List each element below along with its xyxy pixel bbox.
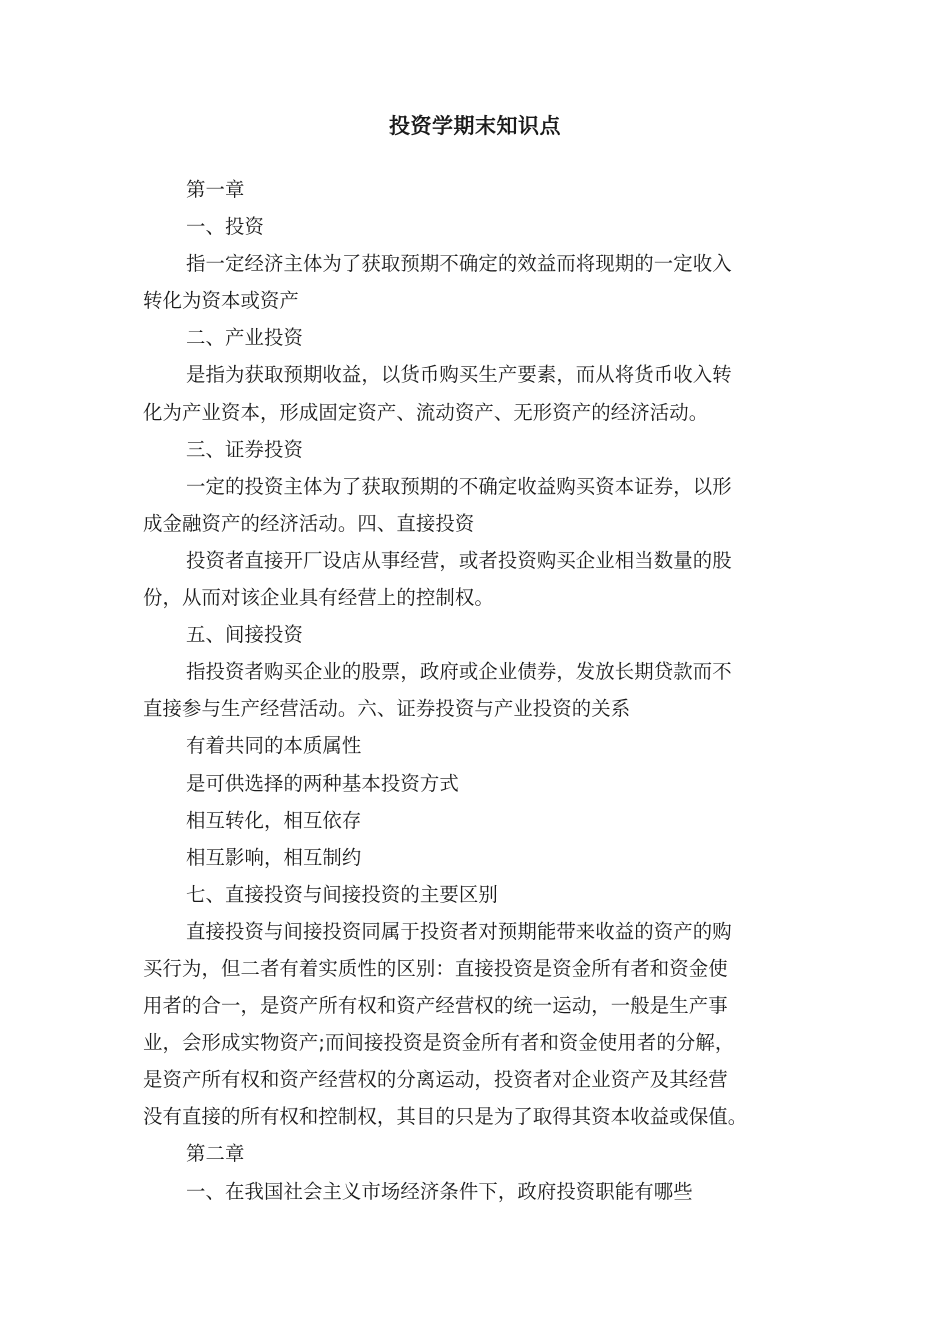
text-line: 一定的投资主体为了获取预期的不确定收益购买资本证券，以形 (186, 474, 732, 498)
text-line: 七、直接投资与间接投资的主要区别 (186, 882, 498, 906)
text-line: 成金融资产的经济活动。四、直接投资 (143, 511, 475, 535)
text-line: 用者的合一，是资产所有权和资产经营权的统一运动，一般是生产事 (143, 994, 728, 1018)
text-line: 一、投资 (186, 215, 264, 239)
text-line: 第一章 (186, 178, 245, 201)
text-line: 指投资者购买企业的股票，政府或企业债券，发放长期贷款而不 (186, 660, 732, 684)
text-line: 一、在我国社会主义市场经济条件下，政府投资职能有哪些 (186, 1179, 693, 1203)
text-line: 转化为资本或资产 (143, 289, 299, 313)
text-line: 直接参与生产经营活动。六、证券投资与产业投资的关系 (143, 697, 631, 721)
text-line: 相互影响，相互制约 (186, 845, 362, 869)
text-line: 有着共同的本质属性 (186, 734, 362, 758)
text-line: 没有直接的所有权和控制权，其目的只是为了取得其资本收益或保值。 (143, 1105, 748, 1129)
text-line: 五、间接投资 (186, 623, 303, 647)
text-line: 买行为，但二者有着实质性的区别：直接投资是资金所有者和资金使 (143, 956, 728, 980)
text-line: 是资产所有权和资产经营权的分离运动，投资者对企业资产及其经营 (143, 1068, 728, 1092)
text-line: 第二章 (186, 1142, 245, 1166)
text-line: 业，会形成实物资产;而间接投资是资金所有者和资金使用者的分解， (143, 1031, 735, 1055)
text-line: 三、证券投资 (186, 437, 303, 461)
document-title: 投资学期末知识点 (389, 114, 561, 138)
text-line: 指一定经济主体为了获取预期不确定的效益而将现期的一定收入 (186, 252, 732, 276)
text-line: 是指为获取预期收益，以货币购买生产要素，而从将货币收入转 (186, 363, 732, 387)
document-body (143, 171, 813, 1210)
text-line: 相互转化，相互依存 (186, 808, 362, 832)
text-line: 投资者直接开厂设店从事经营，或者投资购买企业相当数量的股 (186, 548, 732, 572)
text-line: 化为产业资本，形成固定资产、流动资产、无形资产的经济活动。 (143, 400, 709, 424)
text-line: 二、产业投资 (186, 326, 303, 350)
text-line: 是可供选择的两种基本投资方式 (186, 771, 459, 795)
text-line: 份，从而对该企业具有经营上的控制权。 (143, 586, 494, 610)
text-line: 直接投资与间接投资同属于投资者对预期能带来收益的资产的购 (186, 919, 732, 943)
